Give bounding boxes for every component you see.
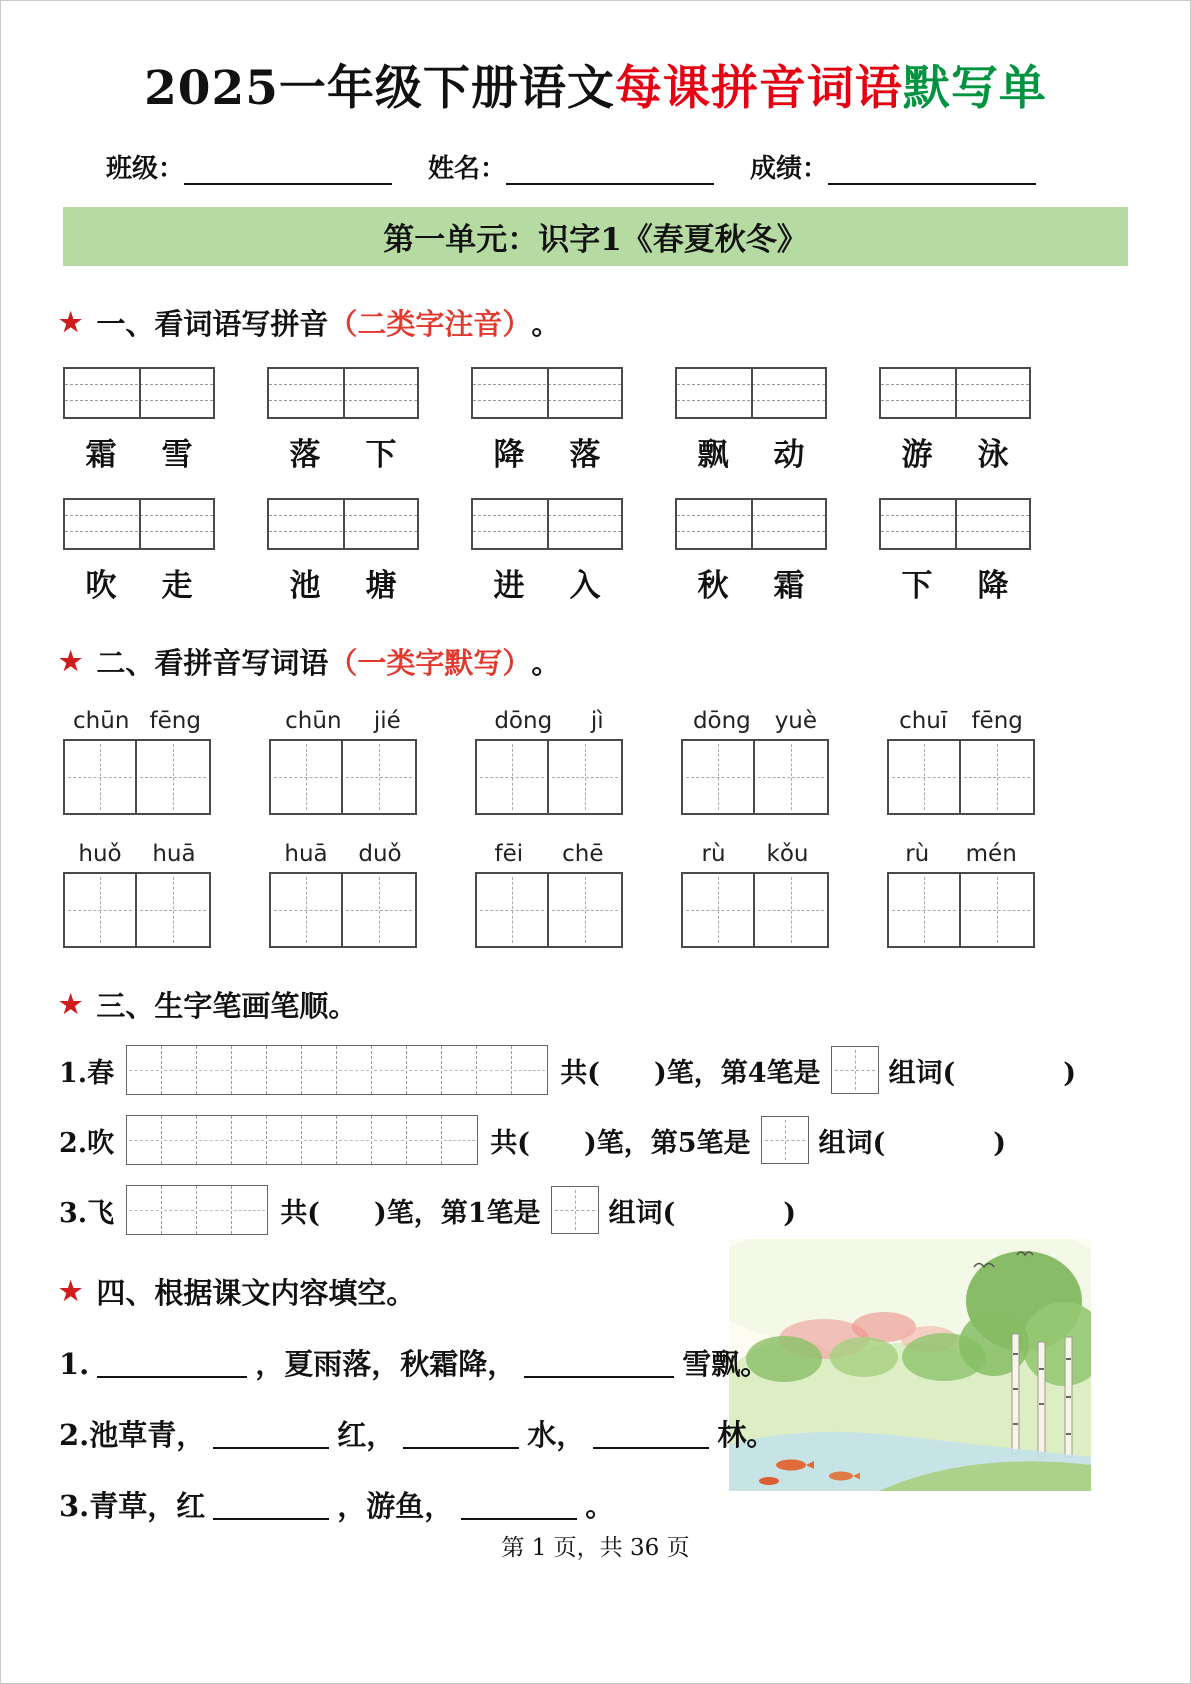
divider-line <box>751 500 753 548</box>
fill-text: 2.池草青， <box>59 1418 206 1452</box>
character-writing-cell[interactable] <box>755 741 827 813</box>
pinyin-label: chūn fēng <box>73 708 201 734</box>
divider-line <box>547 500 549 548</box>
word-label: 飘 动 <box>697 437 805 473</box>
stroke-cell[interactable] <box>232 1116 267 1164</box>
fill-text: ，游鱼， <box>337 1489 454 1523</box>
star-icon: ★ <box>59 646 83 677</box>
pinyin-label: rù kǒu <box>701 841 809 867</box>
stroke-answer-box[interactable] <box>761 1116 809 1164</box>
stroke-cell[interactable] <box>162 1116 197 1164</box>
section1-heading <box>59 302 1190 343</box>
stroke-cell[interactable] <box>232 1046 267 1094</box>
divider-line <box>547 369 549 417</box>
tianzige-grid <box>887 872 1035 948</box>
fill-line-3 <box>59 1484 1190 1525</box>
tianzige-grid <box>681 872 829 948</box>
character-writing-cell[interactable] <box>271 874 343 946</box>
section1-title: 一、看词语写拼音 <box>96 307 329 341</box>
form-line <box>106 148 1130 185</box>
blank-underline[interactable] <box>213 1417 329 1449</box>
class-field <box>106 148 392 185</box>
stroke-order-grid <box>126 1045 548 1095</box>
section2-note: （一类字默写） <box>328 646 532 680</box>
pinyin-write-item <box>471 498 623 605</box>
pinyin-write-item <box>471 367 623 474</box>
stroke-order-grid <box>126 1185 268 1235</box>
stroke-cell[interactable] <box>267 1046 302 1094</box>
pinyin-read-item <box>681 708 829 815</box>
pinyin-write-item <box>675 498 827 605</box>
stroke-cell[interactable] <box>512 1046 547 1094</box>
stroke-word-text: 组词( ) <box>608 1197 797 1229</box>
stroke-cell[interactable] <box>442 1046 477 1094</box>
section3-title: 三、生字笔画笔顺。 <box>96 989 358 1023</box>
pinyin-writing-box[interactable] <box>471 367 623 419</box>
stroke-cell[interactable] <box>197 1116 232 1164</box>
fill-text: 雪飘。 <box>682 1347 770 1381</box>
blank-underline[interactable] <box>461 1488 577 1520</box>
tianzige-grid <box>269 739 417 815</box>
fill-text: 3.青草，红 <box>59 1489 206 1523</box>
pinyin-write-item <box>63 367 215 474</box>
page-number: 第 1 页，共 36 页 <box>501 1535 690 1561</box>
character-writing-cell[interactable] <box>343 741 415 813</box>
character-writing-cell[interactable] <box>889 741 961 813</box>
section4-title: 四、根据课文内容填空。 <box>96 1276 416 1310</box>
character-writing-cell[interactable] <box>683 741 755 813</box>
stroke-cell[interactable] <box>127 1186 162 1234</box>
character-writing-cell[interactable] <box>137 874 209 946</box>
stroke-cell[interactable] <box>197 1046 232 1094</box>
divider-line <box>955 369 957 417</box>
character-writing-cell[interactable] <box>549 874 621 946</box>
section2-heading <box>59 641 1190 682</box>
pinyin-read-item <box>475 708 623 815</box>
name-blank[interactable] <box>506 155 714 185</box>
pinyin-writing-box[interactable] <box>267 367 419 419</box>
score-field <box>750 148 1036 185</box>
blank-underline[interactable] <box>524 1346 674 1378</box>
fill-text: 林。 <box>717 1418 776 1452</box>
unit-banner: 第一单元：识字1《春夏秋冬》 <box>63 207 1128 266</box>
pinyin-label: huǒ huā <box>78 841 196 867</box>
word-label: 秋 霜 <box>697 568 805 604</box>
character-writing-cell[interactable] <box>961 874 1033 946</box>
stroke-item-label: 1.春 <box>59 1057 115 1089</box>
section1-note: （二类字注音） <box>328 307 532 341</box>
stroke-question-text: 共( )笔，第4笔是 <box>560 1057 821 1089</box>
pinyin-read-row-2 <box>63 841 1190 948</box>
pinyin-writing-box[interactable] <box>267 498 419 550</box>
pinyin-label: rù mén <box>905 841 1017 867</box>
character-writing-cell[interactable] <box>755 874 827 946</box>
star-icon: ★ <box>59 989 83 1020</box>
character-writing-cell[interactable] <box>271 741 343 813</box>
stroke-cell[interactable] <box>302 1046 337 1094</box>
stroke-cell[interactable] <box>162 1046 197 1094</box>
word-label: 池 塘 <box>289 568 397 604</box>
blank-underline[interactable] <box>593 1417 709 1449</box>
pinyin-read-item <box>681 841 829 948</box>
stroke-question-text: 共( )笔，第1笔是 <box>280 1197 541 1229</box>
pinyin-read-item <box>269 841 417 948</box>
section2-title: 二、看拼音写词语 <box>96 646 329 680</box>
pinyin-writing-box[interactable] <box>63 498 215 550</box>
stroke-cell[interactable] <box>372 1046 407 1094</box>
fill-text: 水， <box>527 1418 586 1452</box>
stroke-cell[interactable] <box>372 1116 407 1164</box>
pinyin-write-row-1 <box>63 367 1190 474</box>
pinyin-label: fēi chē <box>494 841 604 867</box>
pinyin-label: chuī fēng <box>899 708 1023 734</box>
pinyin-label: dōng jì <box>494 708 604 734</box>
page-title <box>1 51 1190 118</box>
character-writing-cell[interactable] <box>137 741 209 813</box>
divider-line <box>751 369 753 417</box>
title-green: 默写单 <box>902 61 1047 116</box>
star-icon: ★ <box>59 1276 83 1307</box>
character-writing-cell[interactable] <box>343 874 415 946</box>
stroke-cell[interactable] <box>267 1116 302 1164</box>
tianzige-grid <box>475 872 623 948</box>
character-writing-cell[interactable] <box>477 874 549 946</box>
stroke-word-text: 组词( ) <box>888 1057 1077 1089</box>
tianzige-grid <box>681 739 829 815</box>
star-icon: ★ <box>59 307 83 338</box>
class-label: 班级： <box>106 154 185 184</box>
pinyin-read-item <box>887 841 1035 948</box>
word-label: 降 落 <box>493 437 601 473</box>
word-label: 下 降 <box>901 568 1009 604</box>
word-label: 吹 走 <box>85 568 193 604</box>
pinyin-write-item <box>879 367 1031 474</box>
character-writing-cell[interactable] <box>549 741 621 813</box>
pinyin-write-item <box>879 498 1031 605</box>
divider-line <box>343 369 345 417</box>
pinyin-write-row-2 <box>63 498 1190 605</box>
score-blank[interactable] <box>828 155 1036 185</box>
stroke-cell[interactable] <box>407 1046 442 1094</box>
divider-line <box>139 500 141 548</box>
pinyin-label: dōng yuè <box>692 708 818 734</box>
fill-text: 。 <box>585 1489 615 1523</box>
stroke-cell[interactable] <box>302 1116 337 1164</box>
stroke-cell[interactable] <box>337 1116 372 1164</box>
stroke-cell[interactable] <box>162 1186 197 1234</box>
stroke-item-label: 3.飞 <box>59 1197 115 1229</box>
pinyin-writing-box[interactable] <box>675 498 827 550</box>
fill-line-1 <box>59 1342 1190 1383</box>
word-label: 进 入 <box>493 568 601 604</box>
pinyin-read-item <box>475 841 623 948</box>
word-label: 霜 雪 <box>85 437 193 473</box>
word-label: 落 下 <box>289 437 397 473</box>
stroke-cell[interactable] <box>477 1046 512 1094</box>
stroke-order-grid <box>126 1115 478 1165</box>
name-label: 姓名： <box>428 154 507 184</box>
character-writing-cell[interactable] <box>961 741 1033 813</box>
stroke-answer-box[interactable] <box>551 1186 599 1234</box>
tianzige-grid <box>475 739 623 815</box>
character-writing-cell[interactable] <box>65 874 137 946</box>
pinyin-write-item <box>267 498 419 605</box>
stroke-cell[interactable] <box>127 1116 162 1164</box>
pinyin-read-item <box>887 708 1035 815</box>
stroke-cell[interactable] <box>197 1186 232 1234</box>
tianzige-grid <box>887 739 1035 815</box>
stroke-answer-box[interactable] <box>831 1046 879 1094</box>
section2-period: 。 <box>531 646 561 680</box>
pinyin-read-item <box>63 841 211 948</box>
blank-underline[interactable] <box>97 1346 247 1378</box>
pinyin-read-row-1 <box>63 708 1190 815</box>
pinyin-write-item <box>675 367 827 474</box>
title-black: 2025一年级下册语文 <box>144 61 615 116</box>
stroke-question-text: 共( )笔，第5笔是 <box>490 1127 751 1159</box>
character-writing-cell[interactable] <box>683 874 755 946</box>
stroke-order-item-3 <box>59 1185 1190 1235</box>
tianzige-grid <box>63 739 211 815</box>
pinyin-write-item <box>267 367 419 474</box>
fill-text: 1. <box>59 1347 90 1381</box>
stroke-order-item-1 <box>59 1045 1190 1095</box>
title-red: 每课拼音词语 <box>614 61 903 116</box>
section1-period: 。 <box>531 307 561 341</box>
stroke-cell[interactable] <box>127 1046 162 1094</box>
fill-line-2 <box>59 1413 1190 1454</box>
score-label: 成绩： <box>750 154 829 184</box>
stroke-cell[interactable] <box>407 1116 442 1164</box>
divider-line <box>139 369 141 417</box>
word-label: 游 泳 <box>901 437 1009 473</box>
pinyin-writing-box[interactable] <box>879 367 1031 419</box>
name-field <box>428 148 714 185</box>
character-writing-cell[interactable] <box>65 741 137 813</box>
tianzige-grid <box>269 872 417 948</box>
divider-line <box>955 500 957 548</box>
pinyin-read-item <box>269 708 417 815</box>
stroke-item-label: 2.吹 <box>59 1127 115 1159</box>
pinyin-label: chūn jié <box>285 708 401 734</box>
fill-text: 红， <box>337 1418 396 1452</box>
stroke-cell[interactable] <box>232 1186 267 1234</box>
blank-underline[interactable] <box>403 1417 519 1449</box>
pinyin-writing-box[interactable] <box>879 498 1031 550</box>
character-writing-cell[interactable] <box>889 874 961 946</box>
blank-underline[interactable] <box>213 1488 329 1520</box>
pinyin-read-item <box>63 708 211 815</box>
pinyin-writing-box[interactable] <box>63 367 215 419</box>
fill-text: ，夏雨落，秋霜降， <box>255 1347 517 1381</box>
stroke-word-text: 组词( ) <box>818 1127 1007 1159</box>
stroke-cell[interactable] <box>337 1046 372 1094</box>
class-blank[interactable] <box>184 155 392 185</box>
pinyin-label: huā duǒ <box>284 841 402 867</box>
stroke-cell[interactable] <box>442 1116 477 1164</box>
pinyin-write-item <box>63 498 215 605</box>
stroke-order-item-2 <box>59 1115 1190 1165</box>
pinyin-writing-box[interactable] <box>675 367 827 419</box>
section3-heading <box>59 984 1190 1025</box>
divider-line <box>343 500 345 548</box>
pinyin-writing-box[interactable] <box>471 498 623 550</box>
tianzige-grid <box>63 872 211 948</box>
character-writing-cell[interactable] <box>477 741 549 813</box>
